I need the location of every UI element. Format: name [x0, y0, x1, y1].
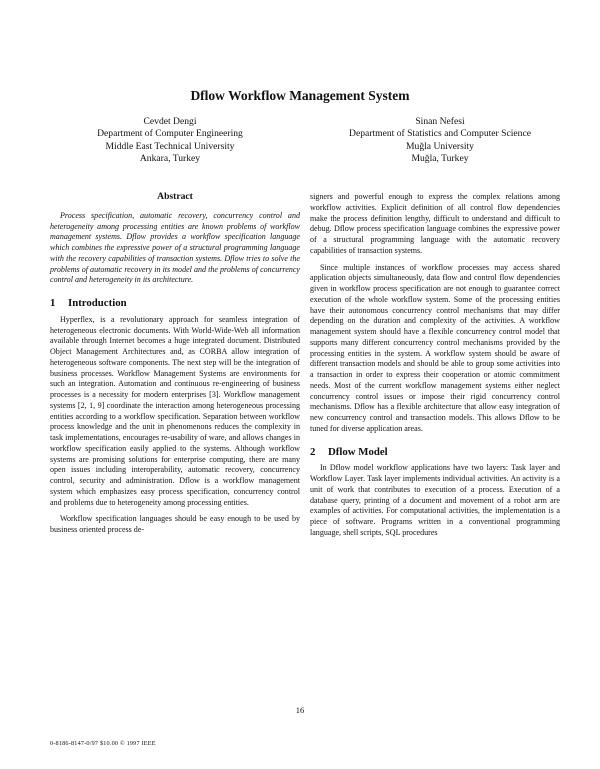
author-name: Sinan Nefesi [415, 116, 465, 127]
section-number: 2 [310, 445, 316, 458]
abstract-text: Process specification, automatic recovery, concurrency control and heterogeneity among processing entities are known problems of workflow management systems. Dflow provides a workflow specification language which combines the expressive power of a structural programming language with the recovery capabilities of transaction systems. Dflow tries to solve the problems of automatic recovery in its model and the problems of concurrency control and heterogeneity in its architecture. [50, 210, 300, 285]
author-university: Muğla University [406, 140, 474, 152]
section-heading-dflow-model [310, 447, 560, 458]
author-location: Muğla, Turkey [411, 153, 469, 165]
right-paragraph-1: signers and powerful enough to express the complex relations among workflow activities. Explicit definition of all control flow dependencies make the process definition lengthy, difficult to understand and difficult to debug. Dflow process specification language combines the expressive power of a structural programming language with the automatic recovery capabilities of transaction systems. [310, 192, 560, 255]
model-paragraph-1: In Dflow model workflow applications have two layers: Task layer and Workflow Layer. Task layer implements individual activities. An activity is a unit of work that contributes to execution of a process. Execution of a database query, printing of a document and movement of a robot arm are examples of activities. For computational activities, the implementation is a piece of software. Programs written in a conventional programming language, shell scripts, SQL procedures [310, 463, 560, 537]
author-department: Department of Computer Engineering [97, 128, 243, 140]
author-department: Department of Statistics and Computer Science [349, 128, 531, 140]
right-column [310, 192, 560, 539]
copyright-footer: 0-8186-8147-0/97 $10.00 © 1997 IEEE [50, 740, 156, 747]
author-university: Middle East Technical University [105, 140, 235, 152]
author-block-1 [50, 116, 290, 166]
intro-paragraph-2: Workflow specification languages should be easy enough to be used by business oriented process de- [50, 514, 300, 534]
section-title: Dflow Model [328, 445, 388, 458]
author-name: Cevdet Dengi [143, 116, 197, 127]
intro-paragraph-1: Hyperflex, is a revolutionary approach for seamless integration of heterogeneous electronic documents. With World-Wide-Web all information available through Internet becomes a huge integrated document. Distributed Object Management Architectures and, as CORBA allow integration of heterogeneous software components. The next step will be the integration of business processes. Workflow Management Systems are environments for such an integration. Automation and continuous re-engineering of business processes is a necessity for modern enterprises [3]. Workflow management systems [2, 1, 9] coordinate the interaction among heterogeneous processing entities according to a workflow specification. Separation between workflow process knowledge and the unit in phenomenons reduces the complexity in task implementations, encourages re-usability of ware, and allows changes in workflow specification easily applied to the systems. Although workflow systems are promising solutions for enterprise computing, there are many open issues including interoperability, automatic recovery, concurrency control, security and administration. Dflow is a workflow management system which emphasizes easy process specification, concurrency control and problems due to heterogeneity among processing entities. [50, 314, 300, 507]
section-number: 1 [50, 297, 56, 309]
paper-title: Dflow Workflow Management System [190, 88, 410, 103]
author-location: Ankara, Turkey [139, 153, 201, 165]
page-number: 16 [295, 705, 305, 715]
left-column [50, 192, 300, 536]
section-title: Introduction [68, 297, 127, 309]
abstract-heading: Abstract [157, 191, 193, 202]
right-paragraph-2: Since multiple instances of workflow processes may access shared application objects simultaneously, data flow and control flow dependencies given in workflow process specification are not enough to guarantee correct execution of the whole workflow system. Some of the processing entities have their autonomous concurrency control mechanisms that may differ depending on the duration and complexity of the activities. A workflow management system should have a flexible concurrency control model that supports many different concurrency control mechanisms provided by the processing entities in the system. A workflow system should be aware of different transaction models and should be able to group some activities into a transaction in order to express their cooperation or atomic commitment needs. Most of the current workflow management systems either neglect concurrency control issues or impose their rigid concurrency control mechanisms. Dflow has a flexible architecture that allow easy integration of new concurrency control and transaction models. This allows Dflow to be tuned for diverse application areas. [310, 262, 560, 433]
section-heading-introduction [50, 298, 300, 309]
author-block-2 [300, 116, 580, 166]
